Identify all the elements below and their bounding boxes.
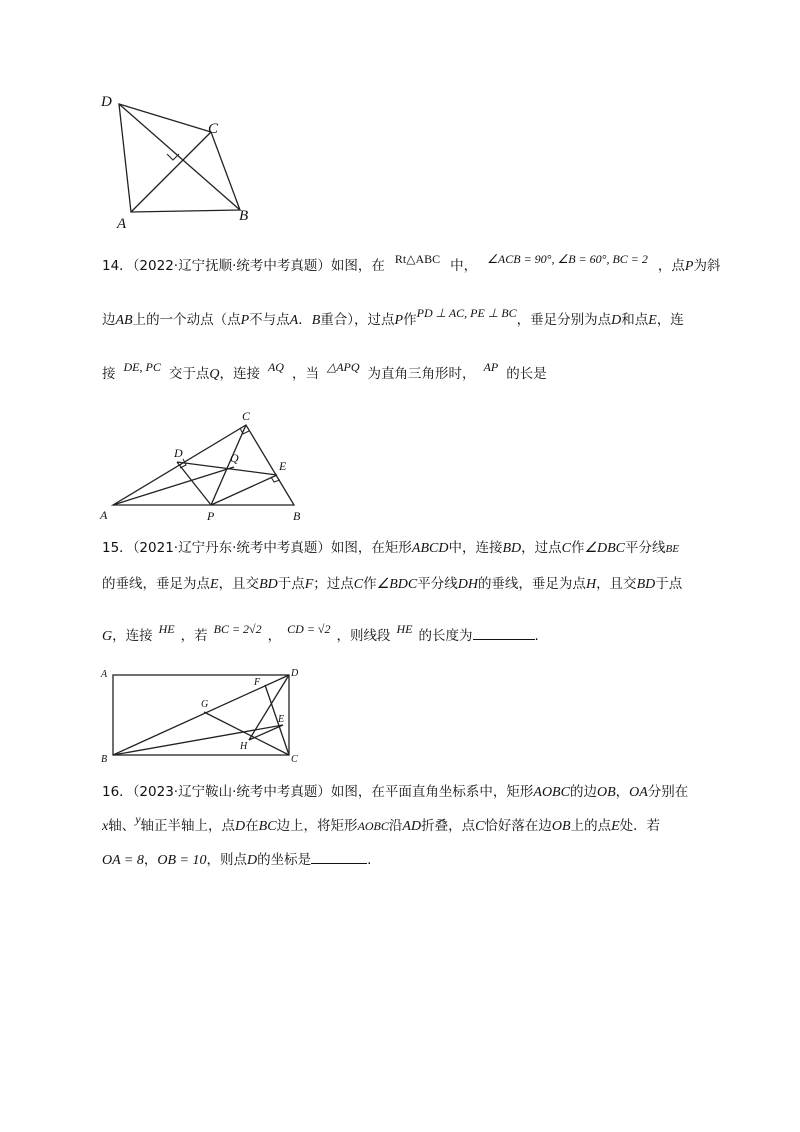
- q16-text: 上的点: [570, 818, 612, 834]
- q15-math: E: [210, 577, 219, 592]
- label-E: E: [279, 459, 287, 473]
- q16-text: 边上，将矩形: [276, 818, 358, 834]
- q15-line-1: [102, 538, 679, 559]
- q14-math: P: [394, 313, 404, 328]
- q15-text: ，且交: [218, 576, 260, 592]
- q15-line-2: [102, 574, 682, 595]
- q15-text: ，且交: [596, 576, 637, 592]
- q16-number: 16．: [102, 784, 133, 800]
- q16-text: 在: [245, 818, 259, 834]
- q14-text: 为斜: [693, 258, 721, 274]
- q14-text: 中，: [450, 258, 478, 274]
- q14-math: AQ: [267, 360, 284, 374]
- q16-text: 分别在: [647, 784, 689, 800]
- diagonal-db: [119, 104, 240, 210]
- figure-q15-rectangle: [95, 664, 315, 764]
- q15-text: 的长度为: [418, 628, 473, 644]
- label-D: D: [174, 446, 183, 460]
- q16-line-1: [102, 782, 688, 803]
- q15-math: BC = 2√2: [213, 622, 262, 636]
- q16-math: AOBC: [357, 819, 389, 833]
- q16-text: 轴正半轴上，点: [140, 818, 236, 834]
- label-C: C: [291, 754, 298, 764]
- q16-math: y: [135, 812, 141, 826]
- q15-source: （2021·辽宁丹东·统考中考真题）: [132, 540, 331, 556]
- q16-math: x: [102, 819, 109, 834]
- q16-text: 恰好落在边: [484, 818, 552, 834]
- q15-text: ，若: [180, 628, 208, 644]
- q16-math: OB: [596, 785, 616, 800]
- diagonal-ac: [131, 132, 211, 212]
- label-B: B: [293, 509, 301, 523]
- q15-line-3: [102, 622, 539, 647]
- q15-text: 于点: [655, 576, 683, 592]
- segment-pc: [211, 425, 246, 505]
- q14-text: ，垂足分别为点: [516, 312, 612, 328]
- q16-text: 沿: [388, 818, 403, 834]
- q14-math: E: [648, 313, 657, 328]
- q14-text: 作: [403, 312, 417, 328]
- label-C: C: [208, 121, 219, 137]
- q15-text: 作: [570, 540, 585, 556]
- q15-text: 的垂线，垂足为点: [102, 576, 210, 592]
- q16-math: OA = 8: [102, 853, 144, 868]
- q16-math: BC: [258, 819, 277, 834]
- q14-math: Q: [209, 367, 220, 382]
- q15-math: ∠DBC: [584, 541, 626, 556]
- q16-text: 如图，在平面直角坐标系中，矩形: [330, 784, 534, 800]
- q16-line-3: [102, 850, 371, 871]
- q15-math: C: [561, 541, 571, 556]
- figure-q14-triangle: [95, 405, 325, 525]
- q15-math: G: [102, 629, 113, 644]
- q16-math: OB: [551, 819, 571, 834]
- label-F: F: [254, 677, 261, 688]
- q15-math: HE: [158, 622, 175, 636]
- q16-text: ，: [615, 784, 630, 800]
- q16-math: E: [611, 819, 620, 834]
- q16-text: 的坐标是: [257, 852, 312, 868]
- q15-text: 的垂线，垂足为点: [477, 576, 586, 592]
- q15-text: ；过点: [313, 576, 354, 592]
- q15-math: DH: [457, 577, 478, 592]
- q15-number: 15．: [102, 540, 133, 556]
- q15-text: .: [534, 628, 539, 644]
- q16-source: （2023·辽宁鞍山·统考中考真题）: [132, 784, 331, 800]
- label-H: H: [240, 741, 248, 752]
- q14-text: 重合），过点: [320, 312, 395, 328]
- q16-math: AOBC: [533, 785, 570, 800]
- q15-text: 于点: [277, 576, 305, 592]
- q14-line-1: [102, 252, 721, 277]
- q16-text: .: [367, 852, 372, 868]
- q16-math: D: [235, 819, 246, 834]
- q14-math: △APQ: [326, 360, 360, 374]
- label-D: D: [291, 668, 299, 679]
- q14-text: 和点: [621, 312, 649, 328]
- q16-math: OB = 10: [157, 853, 207, 868]
- q15-math: CD = √2: [287, 622, 331, 636]
- q14-math: DE, PC: [123, 360, 161, 374]
- q14-text: 不与点: [249, 312, 290, 328]
- q16-text: 的边: [569, 784, 597, 800]
- q14-line-2: [102, 306, 684, 331]
- q15-math: C: [353, 577, 364, 592]
- q14-text: ，当: [291, 366, 319, 382]
- q15-text: ，过点: [521, 540, 562, 556]
- q15-text: 作: [363, 576, 377, 592]
- q15-text: 平分线: [625, 540, 666, 556]
- q14-math: AB: [115, 313, 133, 328]
- label-D: D: [101, 94, 112, 110]
- q16-text: 轴、: [108, 818, 136, 834]
- q14-math: D: [611, 313, 622, 328]
- q16-text: ，: [143, 852, 158, 868]
- q14-text: ，连接: [219, 366, 260, 382]
- q15-math: ABCD: [411, 541, 449, 556]
- q14-perp: PD ⊥ AC, PE ⊥ BC: [416, 306, 517, 320]
- q16-text: 处．若: [619, 818, 661, 834]
- label-A: A: [117, 216, 127, 232]
- q14-text: ．: [298, 312, 312, 328]
- q14-text: ，连: [656, 312, 684, 328]
- q14-math: B: [311, 313, 321, 328]
- bisector-be: [113, 725, 283, 755]
- q14-number: 14．: [102, 258, 133, 274]
- q14-rt-triangle: Rt△ABC: [394, 252, 441, 266]
- q15-text: 平分线: [417, 576, 458, 592]
- label-G: G: [201, 699, 209, 710]
- q14-text: 上的一个动点（点: [132, 312, 241, 328]
- q16-line-2: [102, 812, 661, 837]
- q14-line-3: [102, 360, 547, 385]
- segment-de: [177, 462, 277, 475]
- answer-blank[interactable]: [311, 851, 367, 864]
- label-B: B: [239, 208, 249, 224]
- q15-math: BD: [259, 577, 278, 592]
- q15-math: BE: [665, 543, 679, 555]
- segment-pe: [211, 475, 277, 505]
- diagonal-bd: [113, 675, 289, 755]
- q15-math: BD: [502, 541, 522, 556]
- q15-text: 中，连接: [448, 540, 503, 556]
- q16-math: OA: [629, 785, 648, 800]
- q15-text: ，: [267, 628, 282, 644]
- q15-math: ∠BDC: [376, 577, 418, 592]
- q14-math: A: [289, 313, 299, 328]
- segment-aq: [113, 467, 234, 505]
- q16-math: D: [246, 853, 258, 868]
- q14-math: AP: [483, 360, 499, 374]
- answer-blank[interactable]: [473, 627, 535, 640]
- q15-math: F: [304, 577, 314, 592]
- q14-text: 边: [102, 312, 116, 328]
- q15-math: HE: [396, 622, 413, 636]
- label-P: P: [207, 509, 215, 523]
- q14-math: P: [240, 313, 250, 328]
- q15-text: ，连接: [112, 628, 153, 644]
- label-E: E: [278, 714, 285, 725]
- q14-text: 的长是: [506, 366, 547, 382]
- q14-conditions: ∠ACB = 90°, ∠B = 60°, BC = 2: [487, 252, 648, 266]
- label-Q: Q: [230, 451, 239, 465]
- q16-math: C: [475, 819, 485, 834]
- q15-text: 如图，在矩形: [330, 540, 412, 556]
- q14-math: P: [684, 259, 694, 274]
- q14-text: 如图，在: [330, 258, 385, 274]
- label-A: A: [100, 508, 108, 522]
- q14-text: 接: [102, 366, 116, 382]
- label-A: A: [101, 669, 108, 680]
- figure-kite: [95, 90, 265, 235]
- q15-math: H: [585, 577, 597, 592]
- q14-text: ，点: [657, 258, 685, 274]
- q14-source: （2022·辽宁抚顺·统考中考真题）: [132, 258, 331, 274]
- q16-text: 折叠，点: [421, 818, 476, 834]
- q15-math: BD: [636, 577, 656, 592]
- q14-text: 交于点: [168, 366, 210, 382]
- q14-text: 为直角三角形时，: [367, 366, 476, 382]
- q16-math: AD: [402, 819, 422, 834]
- q16-text: ，则点: [206, 852, 247, 868]
- q15-text: ，则线段: [336, 628, 391, 644]
- label-C: C: [242, 409, 251, 423]
- label-B: B: [101, 754, 108, 764]
